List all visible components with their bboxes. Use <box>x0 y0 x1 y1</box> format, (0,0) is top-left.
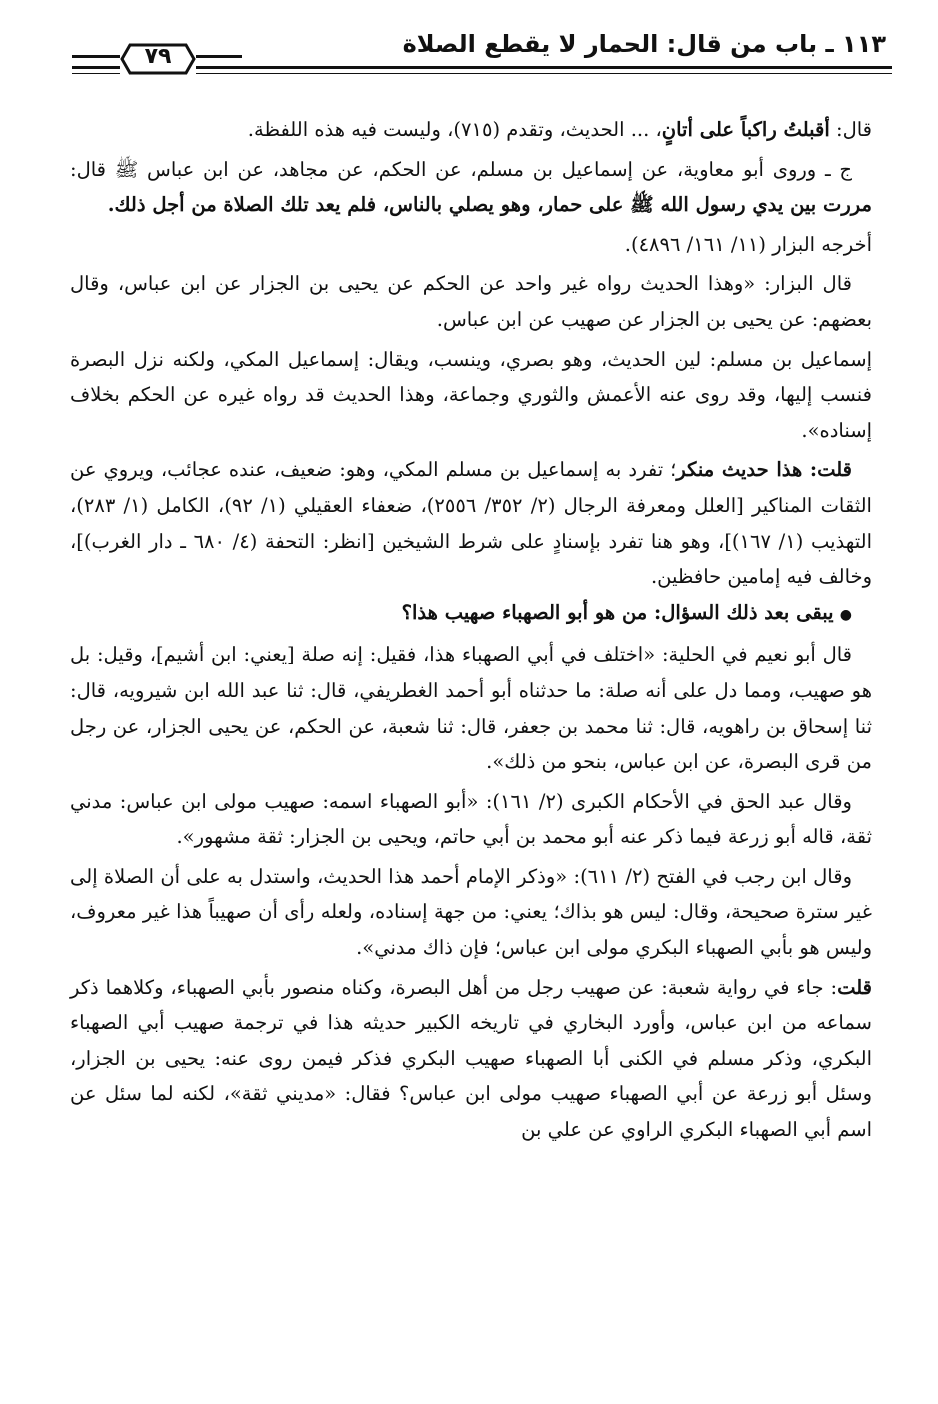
page-number: ٧٩ <box>144 44 172 69</box>
chapter-title: ١١٣ ـ باب من قال: الحمار لا يقطع الصلاة <box>402 30 886 58</box>
paragraph-8: قال أبو نعيم في الحلية: «اختلف في أبي الصهباء هذا، فقيل: إنه صلة [يعني: ابن أشيم]، وقيل: بل هو صهيب، ومما دل على أنه صلة: ما حدثناه أبو أحمد الغطريفي، قال: ثنا عبد الله ابن شيرويه، قال: ثنا إسحاق بن راهويه، قال: ثنا محمد بن جعفر، قال: ثنا شعبة، عن الحكم، عن يحيى الجزار، عن رجل من قرى البصرة، عن ابن عباس، بنحو من ذلك». <box>70 643 872 774</box>
paragraph-3: أخرجه البزار (١١/ ١٦١/ ٤٨٩٦). <box>624 232 872 256</box>
paragraph-2: ج ـ وروى أبو معاوية، عن إسماعيل بن مسلم، عن الحكم، عن مجاهد، عن ابن عباس ﷺ قال: مررت بين يدي رسول الله ﷺ على حمار، وهو يصلي بالناس، فلم يعد تلك الصلاة من أجل ذلك. <box>70 157 872 217</box>
paragraph-6: قلت: هذا حديث منكر؛ تفرد به إسماعيل بن مسلم المكي، وهو: ضعيف، عنده عجائب، ويروي عن الثقات المناكير [العلل ومعرفة الرجال (٢/ ٣٥٢/ ٢٥٥٦)، ضعفاء العقيلي (١/ ٩٢)، الكامل (١/ ٢٨٣)، التهذيب (١/ ١٦٧)]، وهو هنا تفرد بإسنادٍ على شرط الشيخين [انظر: التحفة (٤/ ٦٨٠ ـ دار الغرب)]، وخالف فيه إمامين حافظين. <box>70 458 872 589</box>
paragraph-4: قال البزار: «وهذا الحديث رواه غير واحد عن الحكم عن يحيى بن الجزار عن ابن عباس، وقال بعضهم: عن يحيى بن الجزار عن صهيب عن ابن عباس. <box>70 272 872 331</box>
header-ornament-left <box>72 55 120 69</box>
section-question: ● يبقى بعد ذلك السؤال: من هو أبو الصهباء صهيب هذا؟ <box>401 600 852 624</box>
bullet-icon: ● <box>839 606 852 623</box>
page-number-badge <box>120 42 196 76</box>
paragraph-5: إسماعيل بن مسلم: لين الحديث، وهو بصري، وينسب، ويقال: إسماعيل المكي، ولكنه نزل البصرة فنسب إليها، وقد روى عنه الأعمش والثوري وجماعة، وهذا الحديث قد رواه غيره عن الحكم بخلاف إسناده». <box>70 347 872 442</box>
paragraph-10: وقال ابن رجب في الفتح (٢/ ٦١١): «وذكر الإمام أحمد هذا الحديث، واستدل به على أن الصلاة إلى غير سترة صحيحة، وقال: ليس هو بذاك؛ يعني: من جهة إسناده، ولعله رأى أن صهيباً هذا غير معروف، وليس هو بأبي الصهباء البكري مولى ابن عباس؛ فإن ذاك مدني». <box>70 864 872 960</box>
header-ornament-right <box>196 55 242 69</box>
paragraph-11: قلت: جاء في رواية شعبة: عن صهيب رجل من أهل البصرة، وكناه منصور بأبي الصهباء، وكلاهما ذكر سماعه من ابن عباس، وأورد البخاري في تاريخه الكبير حديثه هذا في ترجمة صهيب أبي الصهباء البكري، وذكر مسلم في الكنى أبا الصهباء صهيب البكري فذكر فيمن روى عنه: يحيى بن الجزار، وسئل أبو زرعة عن أبي الصهباء صهيب مولى ابن عباس؟ فقال: «مديني ثقة»، لكنه لما سئل عن اسم أبي الصهباء البكري الراوي عن علي بن <box>70 975 872 1142</box>
main-text <box>70 112 872 1148</box>
paragraph-9: وقال عبد الحق في الأحكام الكبرى (٢/ ١٦١): «أبو الصهباء اسمه: صهيب مولى ابن عباس: مدني ثقة، قاله أبو زرعة فيما ذكر عنه أبو محمد بن أبي حاتم، ويحيى بن الجزار: ثقة مشهور». <box>70 789 872 849</box>
paragraph-1: قال: أقبلتُ راكباً على أتانٍ، ... الحديث، وتقدم (٧١٥)، وليست فيه هذه اللفظة. <box>247 118 872 141</box>
